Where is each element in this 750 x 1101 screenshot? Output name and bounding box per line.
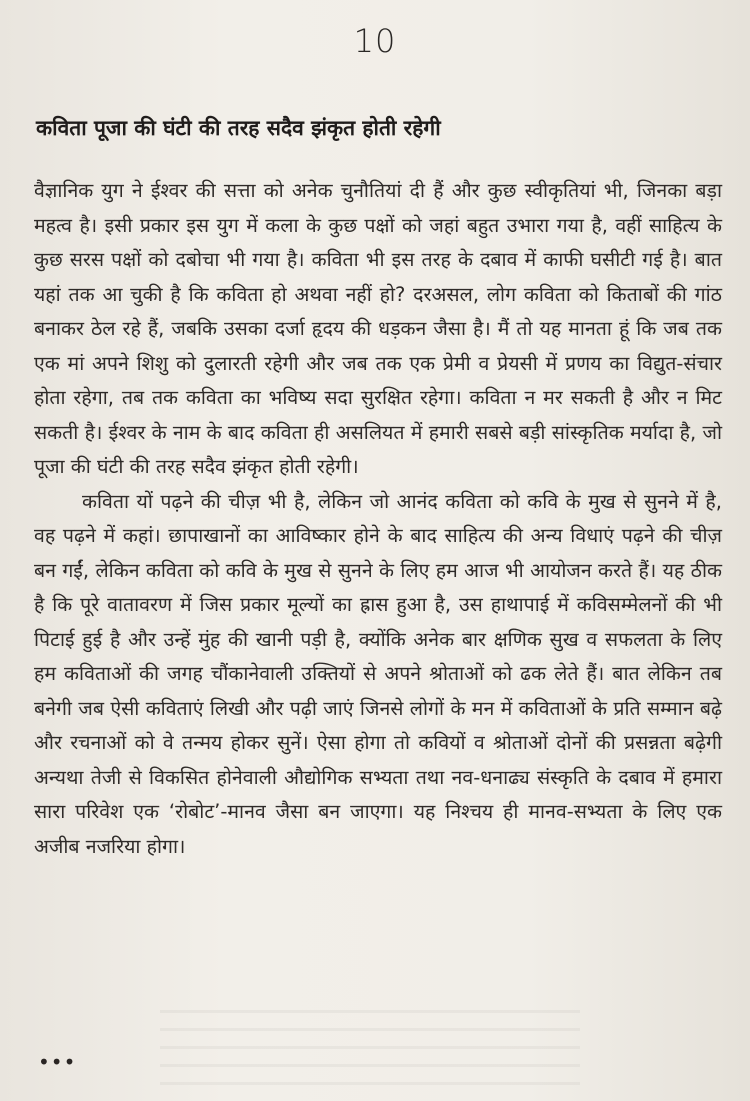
show-through-texture: [160, 1010, 580, 1090]
paragraph-1: वैज्ञानिक युग ने ईश्वर की सत्ता को अनेक चुनौतियां दी हैं और कुछ स्वीकृतियां भी, जिनका बड़ा महत्व है। इसी प्रकार इस युग में कला के कुछ पक्षों को जहां बहुत उभारा गया है, वहीं साहित्य के कुछ सरस पक्षों को दबोचा भी गया है। कविता भी इस तरह के दबाव में काफी घसीटी गई है। बात यहां तक आ चुकी है कि कविता हो अथवा नहीं हो? दरअसल, लोग कविता को किताबों की गांठ बनाकर ठेल रहे हैं, जबकि उसका दर्जा हृदय की धड़कन जैसा है। मैं तो यह मानता हूं कि जब तक एक मां अपने शिशु को दुलारती रहेगी और जब तक एक प्रेमी व प्रेयसी में प्रणय का विद्युत-संचार होता रहेगा, तब तक कविता का भविष्य सदा सुरक्षित रहेगा। कविता न मर सकती है और न मिट सकती है। ईश्वर के नाम के बाद कविता ही असलियत में हमारी सबसे बड़ी सांस्कृतिक मर्यादा है, जो पूजा की घंटी की तरह सदैव झंकृत होती रहेगी।: [34, 179, 722, 478]
paragraph-2: कविता यों पढ़ने की चीज़ भी है, लेकिन जो आनंद कविता को कवि के मुख से सुनने में है, वह पढ़ने में कहां। छापाखानों का आविष्कार होने के बाद साहित्य की अन्य विधाएं पढ़ने की चीज़ बन गईं, लेकिन कविता को कवि के मुख से सुनने के लिए हम आज भी आयोजन करते हैं। यह ठीक है कि पूरे वातावरण में जिस प्रकार मूल्यों का ह्रास हुआ है, उस हाथापाई में कविसम्मेलनों की भी पिटाई हुई है और उन्हें मुंह की खानी पड़ी है, क्योंकि अनेक बार क्षणिक सुख व सफलता के लिए हम कविताओं की जगह चौंकानेवाली उक्तियों से अपने श्रोताओं को ढक लेते हैं। बात लेकिन तब बनेगी जब ऐसी कविताएं लिखी और पढ़ी जाएं जिनसे लोगों के मन में कविताओं के प्रति सम्मान बढ़े और रचनाओं को वे तन्मय होकर सुनें। ऐसा होगा तो कवियों व श्रोताओं दोनों की प्रसन्नता बढ़ेगी अन्यथा तेजी से विकसित होनेवाली औद्योगिक सभ्यता तथा नव-धनाढ्य संस्कृति के दबाव में हमारा सारा परिवेश एक ‘रोबोट’-मानव जैसा बन जाएगा। यह निश्चय ही मानव-सभ्यता के लिए एक अजीब नजरिया होगा।: [34, 489, 722, 858]
body-text: [34, 174, 722, 864]
section-end-ornament: •••: [38, 1050, 77, 1074]
chapter-title: कविता पूजा की घंटी की तरह सदैव झंकृत होती रहेगी: [36, 116, 441, 140]
page-number: 10: [353, 22, 397, 60]
